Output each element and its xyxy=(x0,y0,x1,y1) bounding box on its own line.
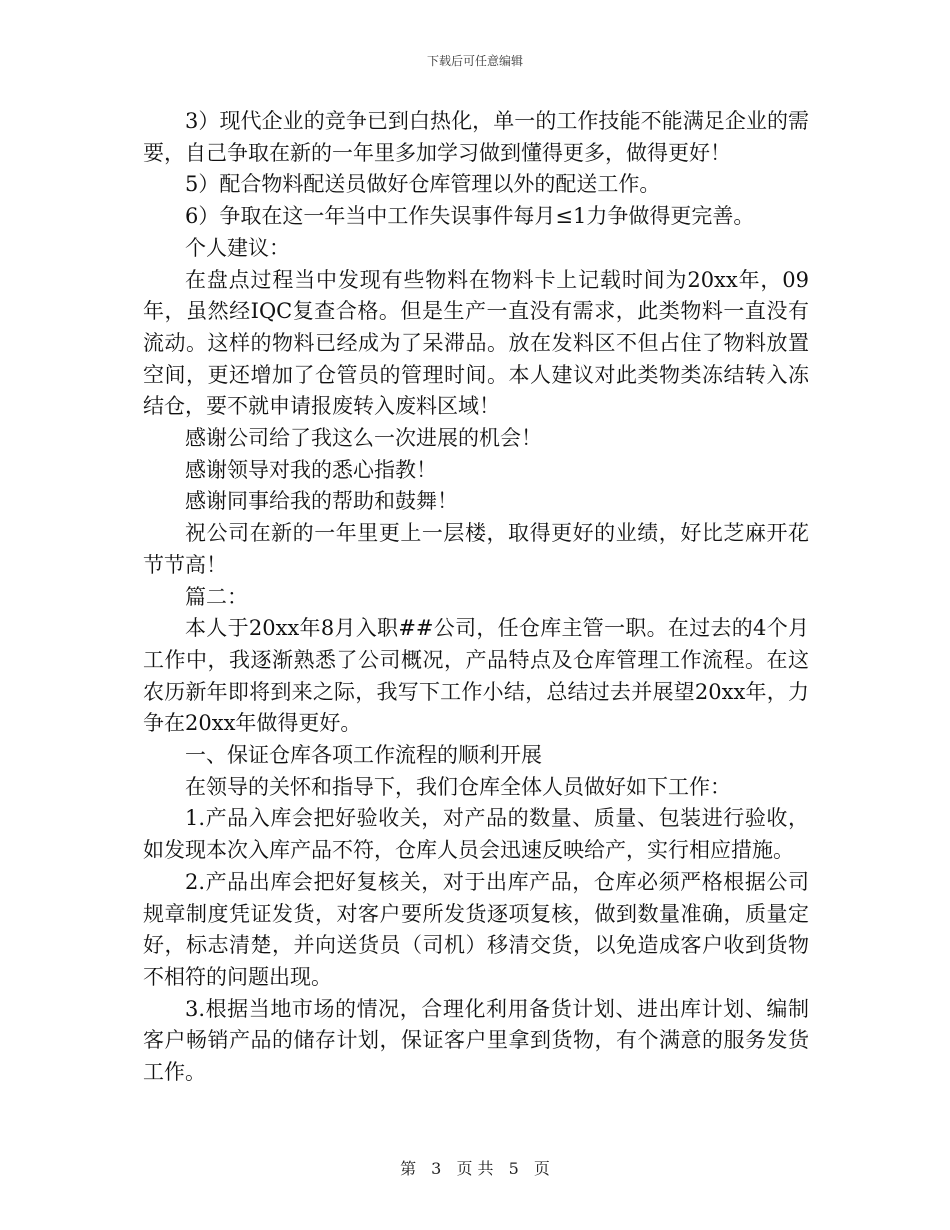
paragraph: 2.产品出库会把好复核关，对于出库产品，仓库必须严格根据公司规章制度凭证发货，对客户要所发货逐项复核，做到数量准确，质量定好，标志清楚，并向送货员（司机）移清交货，以免造成客户收到货物不相符的问题出现。 xyxy=(143,869,809,989)
paragraph: 感谢公司给了我这么一次进展的机会！ xyxy=(185,426,542,451)
footer-suffix: 页 xyxy=(533,1159,550,1178)
section-heading: 个人建议： xyxy=(185,235,290,260)
footer-prefix: 第 xyxy=(400,1159,417,1178)
paragraph: 感谢领导对我的悉心指教！ xyxy=(185,457,437,482)
page-total: 5 xyxy=(508,1159,519,1178)
paragraph: 6）争取在这一年当中工作失误事件每月≤1力争做得更完善。 xyxy=(185,204,755,229)
page-number: 3 xyxy=(431,1159,442,1178)
paragraph: 5）配合物料配送员做好仓库管理以外的配送工作。 xyxy=(185,172,661,197)
paragraph: 在盘点过程当中发现有些物料在物料卡上记载时间为20xx年，09年，虽然经IQC复查合格。但是生产一直没有需求，此类物料一直没有流动。这样的物料已经成为了呆滞品。放在发料区不但占住了物料放置空间，更还增加了仓管员的管理时间。本人建议对此类物类冻结转入冻结仓，要不就申请报废转入废料区域！ xyxy=(143,267,809,419)
paragraph: 在领导的关怀和指导下，我们仓库全体人员做好如下工作： xyxy=(185,774,731,799)
paragraph: 3.根据当地市场的情况，合理化利用备货计划、进出库计划、编制客户畅销产品的储存计划，保证客户里拿到货物，有个满意的服务发货工作。 xyxy=(143,996,809,1085)
section-heading: 一、保证仓库各项工作流程的顺利开展 xyxy=(185,743,542,768)
footer-middle: 页 共 xyxy=(456,1159,494,1178)
paragraph: 祝公司在新的一年里更上一层楼，取得更好的业绩，好比芝麻开花节节高！ xyxy=(143,521,809,577)
page-footer xyxy=(0,1156,950,1179)
paragraph: 本人于20xx年8月入职##公司，任仓库主管一职。在过去的4个月工作中，我逐渐熟悉了公司概况，产品特点及仓库管理工作流程。在这农历新年即将到来之际，我写下工作小结，总结过去并展望20xx年，力争在20xx年做得更好。 xyxy=(143,616,809,736)
section-heading: 篇二： xyxy=(185,584,248,609)
paragraph: 3）现代企业的竞争已到白热化，单一的工作技能不能满足企业的需要，自己争取在新的一年里多加学习做到懂得更多，做得更好！ xyxy=(143,109,809,165)
page-header: 下载后可任意编辑 xyxy=(426,54,523,68)
document-body xyxy=(143,106,809,1089)
paragraph: 1.产品入库会把好验收关，对产品的数量、质量、包装进行验收，如发现本次入库产品不符，仓库人员会迅速反映给产，实行相应措施。 xyxy=(143,806,809,863)
paragraph: 感谢同事给我的帮助和鼓舞！ xyxy=(185,489,458,514)
